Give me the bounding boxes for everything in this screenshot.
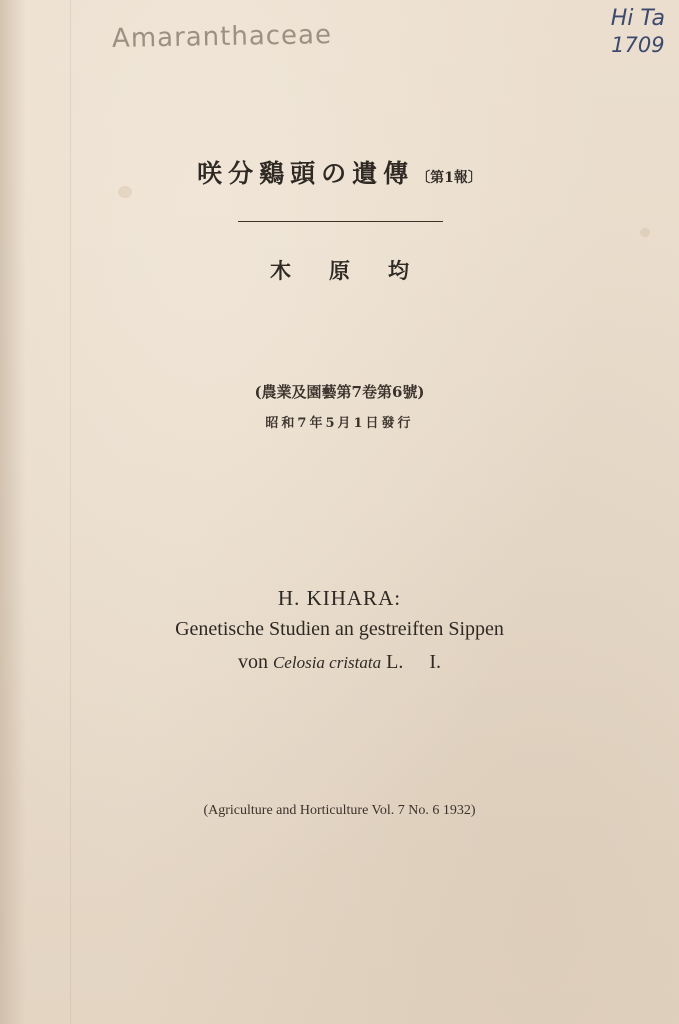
- title-divider: [238, 221, 443, 222]
- english-title-line-2: [0, 651, 679, 674]
- english-author: H. KIHARA:: [277, 586, 402, 610]
- japanese-publication-date: 昭和7年5月1日發行: [265, 416, 414, 431]
- japanese-author: 木原均: [270, 258, 447, 283]
- ink-annotation: [611, 6, 665, 58]
- japanese-title-part-label: 〔第1報〕: [416, 170, 482, 186]
- species-name: Celosia cristata: [272, 653, 382, 672]
- part-number: I.: [429, 651, 442, 673]
- pencil-annotation: Amaranthaceae: [111, 20, 333, 54]
- paper-stain: [640, 228, 650, 237]
- english-title-line-1: Genetische Studien an gestreiften Sippen: [175, 618, 504, 640]
- japanese-title-main: 咲分鷄頭の遺傳: [197, 159, 415, 188]
- english-title-von: von: [237, 651, 268, 673]
- ink-annotation-line-2: 1709: [611, 33, 665, 57]
- ink-annotation-line-1: Hi Ta: [610, 6, 665, 31]
- species-authority: L.: [386, 651, 404, 673]
- english-journal-citation: (Agriculture and Horticulture Vol. 7 No. 6 1932): [203, 803, 476, 818]
- japanese-journal-citation: (農業及園藝第7卷第6號): [254, 383, 425, 401]
- japanese-title: [0, 154, 679, 190]
